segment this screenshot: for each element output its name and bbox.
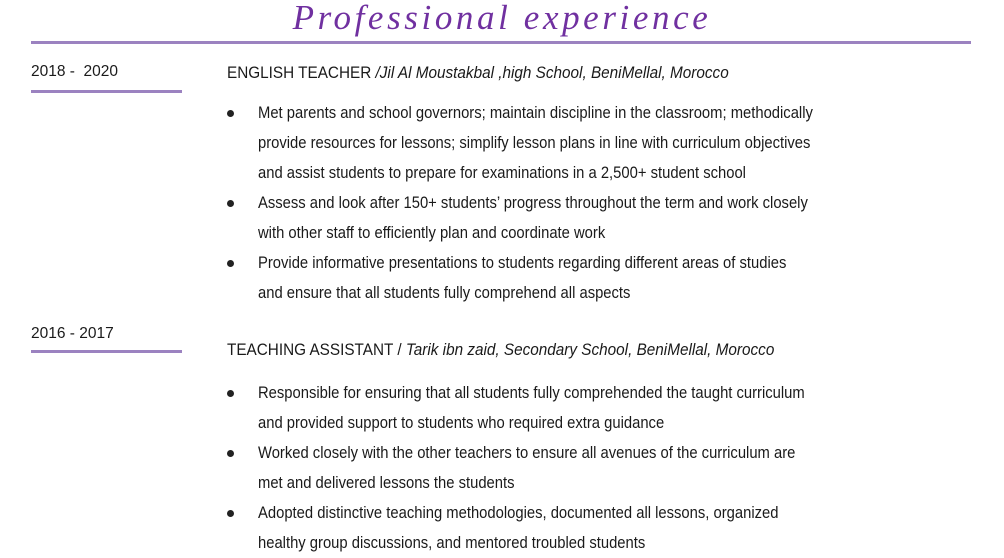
bullet-text-line: Assess and look after 150+ students’ progress throughout the term and work closely (258, 193, 808, 212)
bullet-text-line: and ensure that all students fully comprehend all aspects (258, 283, 631, 302)
bullet-text-line: and assist students to prepare for examinations in a 2,500+ student school (258, 163, 746, 182)
bullet-text-line: Provide informative presentations to students regarding different areas of studies (258, 253, 787, 272)
list-item (227, 378, 997, 438)
list-item (227, 498, 997, 558)
list-item (227, 438, 997, 498)
bullet-text-line: Met parents and school governors; maintain discipline in the classroom; methodically (258, 103, 813, 122)
bullet-icon (227, 450, 234, 457)
list-item (227, 188, 997, 248)
bullet-icon (227, 110, 234, 117)
date-divider (31, 90, 182, 93)
bullet-icon (227, 260, 234, 267)
job-role: ENGLISH TEACHER (227, 63, 376, 82)
job-responsibilities (227, 98, 997, 308)
job-organization: Tarik ibn zaid, Secondary School, BeniMellal, Morocco (405, 340, 775, 359)
bullet-icon (227, 200, 234, 207)
bullet-icon (227, 390, 234, 397)
bullet-text-line: met and delivered lessons the students (258, 473, 515, 492)
bullet-text-line: Adopted distinctive teaching methodologies, documented all lessons, organized (258, 503, 779, 522)
bullet-text-line: healthy group discussions, and mentored troubled students (258, 533, 646, 552)
section-title: Professional experience (292, 0, 712, 37)
job-role: TEACHING ASSISTANT / (227, 340, 406, 359)
date-divider (31, 350, 182, 353)
bullet-text-line: Responsible for ensuring that all students fully comprehended the taught curriculum (258, 383, 805, 402)
bullet-text-line: Worked closely with the other teachers to ensure all avenues of the curriculum are (258, 443, 796, 462)
bullet-text-line: with other staff to efficiently plan and coordinate work (258, 223, 606, 242)
list-item (227, 248, 997, 308)
bullet-icon (227, 510, 234, 517)
section-divider (31, 41, 971, 44)
job-organization: /Jil Al Moustakbal ,high School, BeniMellal, Morocco (375, 63, 729, 82)
job-dates: 2018 - 2020 (31, 63, 119, 80)
job-dates: 2016 - 2017 (31, 325, 114, 342)
bullet-text-line: and provided support to students who required extra guidance (258, 413, 665, 432)
job-title (227, 339, 774, 361)
job-responsibilities (227, 378, 997, 558)
job-title (227, 62, 729, 84)
list-item (227, 98, 997, 188)
bullet-text-line: provide resources for lessons; simplify lesson plans in line with curriculum objectives (258, 133, 811, 152)
